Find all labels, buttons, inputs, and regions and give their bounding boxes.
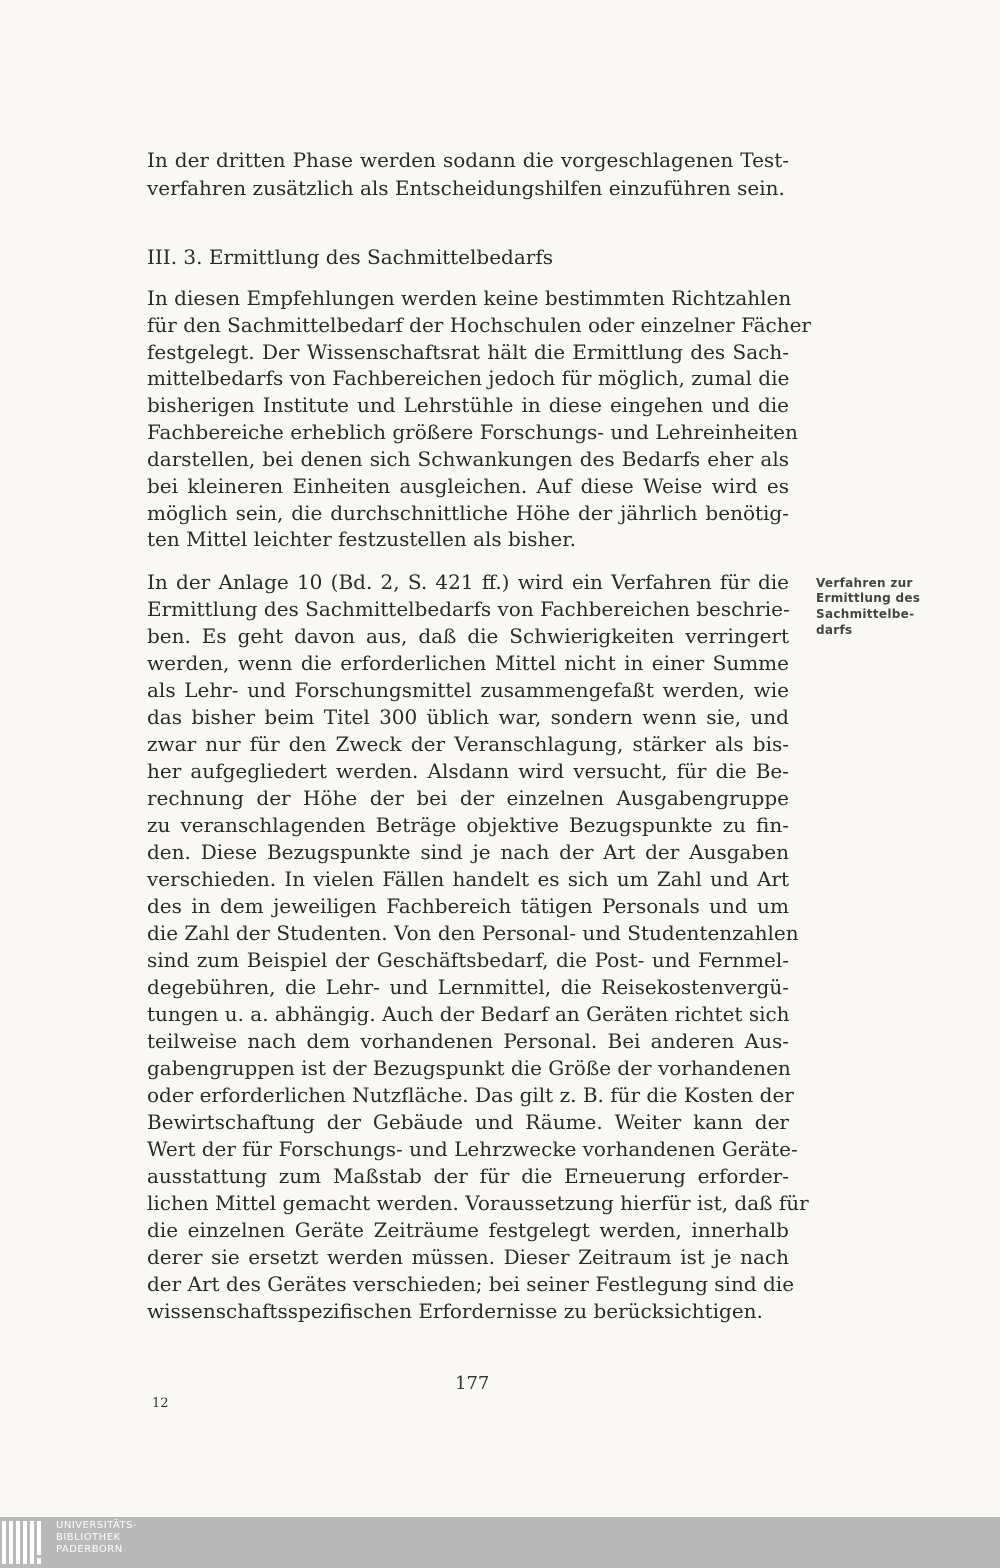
margin-note-line: Ermittlung des — [816, 591, 921, 605]
signature-mark: 12 — [152, 1396, 169, 1411]
paragraph-line: Fachbereiche erheblich größere Forschungs- und Lehreinheiten — [147, 420, 798, 444]
paragraph-line: möglich sein, die durchschnittliche Höhe der jährlich benötig- — [147, 501, 789, 525]
paragraph-line: Wert der für Forschungs- und Lehrzwecke vorhandenen Geräte- — [147, 1137, 798, 1161]
paragraph-line: gabengruppen ist der Bezugspunkt die Größe der vorhandenen — [147, 1056, 791, 1080]
paragraph-line: werden, wenn die erforderlichen Mittel nicht in einer Summe — [147, 651, 789, 675]
paragraph-line: Bewirtschaftung der Gebäude und Räume. Weiter kann der — [147, 1110, 789, 1134]
paragraph-line: degebühren, die Lehr- und Lernmittel, die Reisekostenvergü- — [147, 975, 789, 999]
paragraph-line: des in dem jeweiligen Fachbereich tätigen Personals und um — [147, 894, 789, 918]
logo-line: PADERBORN — [56, 1544, 123, 1555]
paragraph-line: In diesen Empfehlungen werden keine bestimmten Richtzahlen — [147, 286, 792, 310]
paragraph-line: rechnung der Höhe der bei der einzelnen Ausgabengruppe — [147, 786, 789, 810]
paragraph-line: verschieden. In vielen Fällen handelt es sich um Zahl und Art — [147, 867, 789, 891]
paragraph-line: her aufgegliedert werden. Alsdann wird versucht, für die Be- — [147, 759, 789, 783]
paragraph-line: zwar nur für den Zweck der Veranschlagung, stärker als bis- — [147, 732, 789, 756]
paragraph-line: teilweise nach dem vorhandenen Personal. Bei anderen Aus- — [147, 1029, 789, 1053]
page-number: 177 — [455, 1373, 490, 1394]
paragraph-line: die einzelnen Geräte Zeiträume festgelegt werden, innerhalb — [147, 1218, 789, 1242]
paragraph-line: mittelbedarfs von Fachbereichen jedoch für möglich, zumal die — [147, 366, 790, 390]
logo-line: UNIVERSITÄTS- — [56, 1520, 138, 1531]
margin-note-line: Sachmittelbe- — [816, 607, 915, 621]
paragraph-line: oder erforderlichen Nutzfläche. Das gilt z. B. für die Kosten der — [147, 1083, 794, 1107]
paragraph-line: für den Sachmittelbedarf der Hochschulen oder einzelner Fächer — [147, 313, 811, 337]
paragraph-line: wissenschaftsspezifischen Erfordernisse zu berücksichtigen. — [147, 1299, 763, 1323]
paragraph-line: ten Mittel leichter festzustellen als bisher. — [147, 527, 576, 551]
paragraph-line: bei kleineren Einheiten ausgleichen. Auf diese Weise wird es — [147, 474, 789, 498]
paragraph-line: darstellen, bei denen sich Schwankungen des Bedarfs eher als — [147, 447, 789, 471]
logo-line: BIBLIOTHEK — [56, 1532, 121, 1543]
section-heading: III. 3. Ermittlung des Sachmittelbedarfs — [147, 245, 553, 269]
paragraph-line: der Art des Gerätes verschieden; bei seiner Festlegung sind die — [147, 1272, 795, 1296]
library-stripes-logo-icon — [0, 1521, 50, 1564]
paragraph-line: festgelegt. Der Wissenschaftsrat hält die Ermittlung des Sach- — [147, 340, 789, 364]
paragraph-line: bisherigen Institute und Lehrstühle in diese eingehen und die — [147, 393, 789, 417]
margin-note-line: darfs — [816, 623, 853, 637]
margin-note-line: Verfahren zur — [816, 576, 913, 590]
paragraph-line: die Zahl der Studenten. Von den Personal- und Studentenzahlen — [147, 921, 799, 945]
paragraph-line: den. Diese Bezugspunkte sind je nach der Art der Ausgaben — [147, 840, 789, 864]
paragraph-line: lichen Mittel gemacht werden. Voraussetzung hierfür ist, daß für — [147, 1191, 809, 1215]
paragraph-line: tungen u. a. abhängig. Auch der Bedarf an Geräten richtet sich — [147, 1002, 790, 1026]
intro-line: In der dritten Phase werden sodann die vorgeschlagenen Test- — [147, 148, 789, 172]
footer-bar — [0, 1517, 1000, 1568]
paragraph-line: ausstattung zum Maßstab der für die Erneuerung erforder- — [147, 1164, 789, 1188]
paragraph-line: derer sie ersetzt werden müssen. Dieser Zeitraum ist je nach — [147, 1245, 789, 1269]
paragraph-line: In der Anlage 10 (Bd. 2, S. 421 ff.) wird ein Verfahren für die — [147, 570, 789, 594]
paragraph-line: ben. Es geht davon aus, daß die Schwierigkeiten verringert — [147, 624, 789, 648]
paragraph-line: Ermittlung des Sachmittelbedarfs von Fachbereichen beschrie- — [147, 597, 790, 621]
paragraph-line: das bisher beim Titel 300 üblich war, sondern wenn sie, und — [147, 705, 789, 729]
paragraph-line: sind zum Beispiel der Geschäftsbedarf, die Post- und Fernmel- — [147, 948, 789, 972]
library-logo-text — [56, 1520, 137, 1556]
paragraph-line: zu veranschlagenden Beträge objektive Bezugspunkte zu fin- — [147, 813, 789, 837]
paragraph-line: als Lehr- und Forschungsmittel zusammengefaßt werden, wie — [147, 678, 789, 702]
intro-line: verfahren zusätzlich als Entscheidungshilfen einzuführen sein. — [147, 176, 785, 200]
